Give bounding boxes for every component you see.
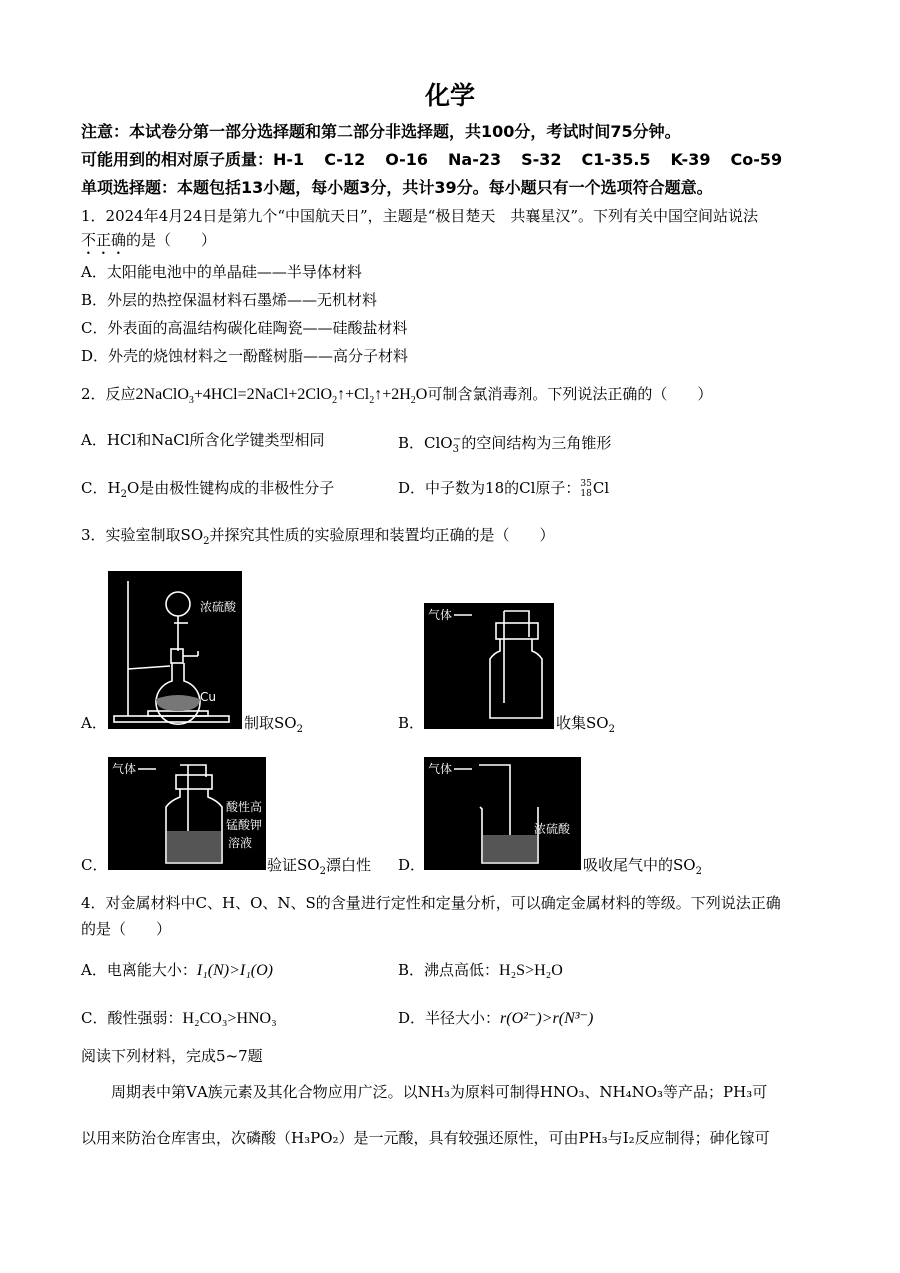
q1-option-b: B．外层的热控保温材料石墨烯——无机材料 xyxy=(81,291,378,309)
beaker-icon xyxy=(424,757,581,870)
reading-instruction: 阅读下列材料，完成5~7题 xyxy=(81,1047,263,1065)
figure-b-caption: 收集$SO_2$ xyxy=(556,714,615,735)
q4-option-c-expr: H₂CO₃>HNO₃ xyxy=(182,1010,277,1027)
figure-d-label-gas: 气体 xyxy=(428,762,453,776)
figure-a-letter: A． xyxy=(81,714,107,732)
q4-option-d-expr: r(O²⁻)>r(N³⁻) xyxy=(500,1010,594,1027)
mass-item: C-12 xyxy=(324,150,366,169)
q2-option-b: B．ClO$_3$−的空间结构为三角锥形 xyxy=(398,434,612,455)
figure-a-apparatus xyxy=(108,571,242,729)
nuclide-numbers: 35 18 xyxy=(580,479,592,499)
q4-option-c: C．酸性强弱：H₂CO₃>HNO₃ xyxy=(81,1009,277,1027)
q2-option-a: A．HCl和NaCl所含化学键类型相同 xyxy=(81,431,325,449)
wash-bottle-icon xyxy=(108,757,266,870)
q1-option-a: A．太阳能电池中的单晶硅——半导体材料 xyxy=(81,263,362,281)
figure-d-label-acid: 浓硫酸 xyxy=(534,822,571,836)
q2-prefix: 2．反应 xyxy=(81,385,136,403)
atomic-masses xyxy=(81,150,782,170)
q1-stem-rest: 的是（ ） xyxy=(126,231,217,249)
section-header: 单项选择题：本题包括13小题，每小题3分，共计39分。每小题只有一个选项符合题意。 xyxy=(81,178,713,197)
mass-item: Co-59 xyxy=(730,150,783,169)
figure-c-label-2: 锰酸钾 xyxy=(226,818,263,832)
mass-item: O-16 xyxy=(385,150,429,169)
mass-item: K-39 xyxy=(670,150,711,169)
q2-stem xyxy=(81,384,712,411)
q4-option-d: D．半径大小：r(O²⁻)>r(N³⁻) xyxy=(398,1009,594,1027)
gas-bottle-icon xyxy=(424,603,554,729)
distillation-flask-icon xyxy=(108,571,242,729)
q2-equation: $2NaClO_3+4HCl=2NaCl+2ClO_2↑+Cl_2↑+2H_2O$ xyxy=(135,386,428,407)
q2-option-c: C．$H_2O$是由极性键构成的非极性分子 xyxy=(81,479,335,500)
q4-stem-line1: 4．对金属材料中C、H、O、N、S的含量进行定性和定量分析，可以确定金属材料的等级。下列说法正确 xyxy=(81,894,781,912)
q4-option-a: A．电离能大小：I₁(N)>I₁(O) xyxy=(81,961,273,979)
figure-b-letter: B． xyxy=(398,714,425,732)
atomic-masses-label: 可能用到的相对原子质量： xyxy=(81,150,274,169)
figure-c-label-gas: 气体 xyxy=(112,762,137,776)
exam-notice: 注意：本试卷分第一部分选择题和第二部分非选择题，共100分，考试时间75分钟。 xyxy=(81,122,681,141)
q4-stem-line2: 的是（ ） xyxy=(81,920,172,938)
passage-line2: 以用来防治仓库害虫，次磷酸（H₃PO₂）是一元酸，具有较强还原性，可由PH₃与I₂反应制得；砷化镓可 xyxy=(81,1129,770,1147)
figure-c-letter: C． xyxy=(81,856,108,874)
figure-a-label-cu: Cu xyxy=(200,690,216,704)
q1-option-d: D．外壳的烧蚀材料之一酚醛树脂——高分子材料 xyxy=(81,347,409,365)
figure-d-apparatus xyxy=(424,757,581,870)
q2-option-d: D．中子数为18的Cl原子： 35 18 Cl xyxy=(398,479,610,499)
figure-a-caption: 制取$SO_2$ xyxy=(244,714,303,735)
figure-b-label-gas: 气体 xyxy=(428,608,453,622)
q3-stem: 3．实验室制取$SO_2$并探究其性质的实验原理和装置均正确的是（ ） xyxy=(81,526,555,547)
figure-a-label-acid: 浓硫酸 xyxy=(200,600,237,614)
q4-option-b-expr: H₂S>H₂O xyxy=(499,962,563,979)
q1-option-c: C．外表面的高温结构碳化硅陶瓷——硅酸盐材料 xyxy=(81,319,408,337)
mass-item: S-32 xyxy=(521,150,562,169)
figure-c-caption: 验证$SO_2$漂白性 xyxy=(267,856,371,877)
passage-line1: 周期表中第ⅤA族元素及其化合物应用广泛。以NH₃为原料可制得HNO₃、NH₄NO₃等产品；PH₃可 xyxy=(111,1083,768,1101)
page-title: 化学 xyxy=(424,81,475,110)
mass-item: H-1 xyxy=(273,150,305,169)
figure-d-letter: D． xyxy=(398,856,426,874)
q1-stem-line1: 1．2024年4月24日是第九个“中国航天日”，主题是“极目楚天 共襄星汉”。下列有关中国空间站说法 xyxy=(81,207,759,225)
q4-option-a-expr: I₁(N)>I₁(O) xyxy=(196,962,273,979)
figure-c-label-3: 溶液 xyxy=(228,836,253,850)
figure-d-caption: 吸收尾气中的$SO_2$ xyxy=(583,856,702,877)
figure-c-label-1: 酸性高 xyxy=(226,800,263,814)
mass-item: C1-35.5 xyxy=(581,150,651,169)
q1-emphasis: 不正确 xyxy=(81,231,127,249)
figure-c-apparatus xyxy=(108,757,266,870)
mass-item: Na-23 xyxy=(448,150,502,169)
figure-b-apparatus xyxy=(424,603,554,729)
q1-stem-line2 xyxy=(81,230,216,258)
q4-option-b: B．沸点高低：H₂S>H₂O xyxy=(398,961,563,979)
q2-suffix: 可制含氯消毒剂。下列说法正确的（ ） xyxy=(427,385,713,403)
